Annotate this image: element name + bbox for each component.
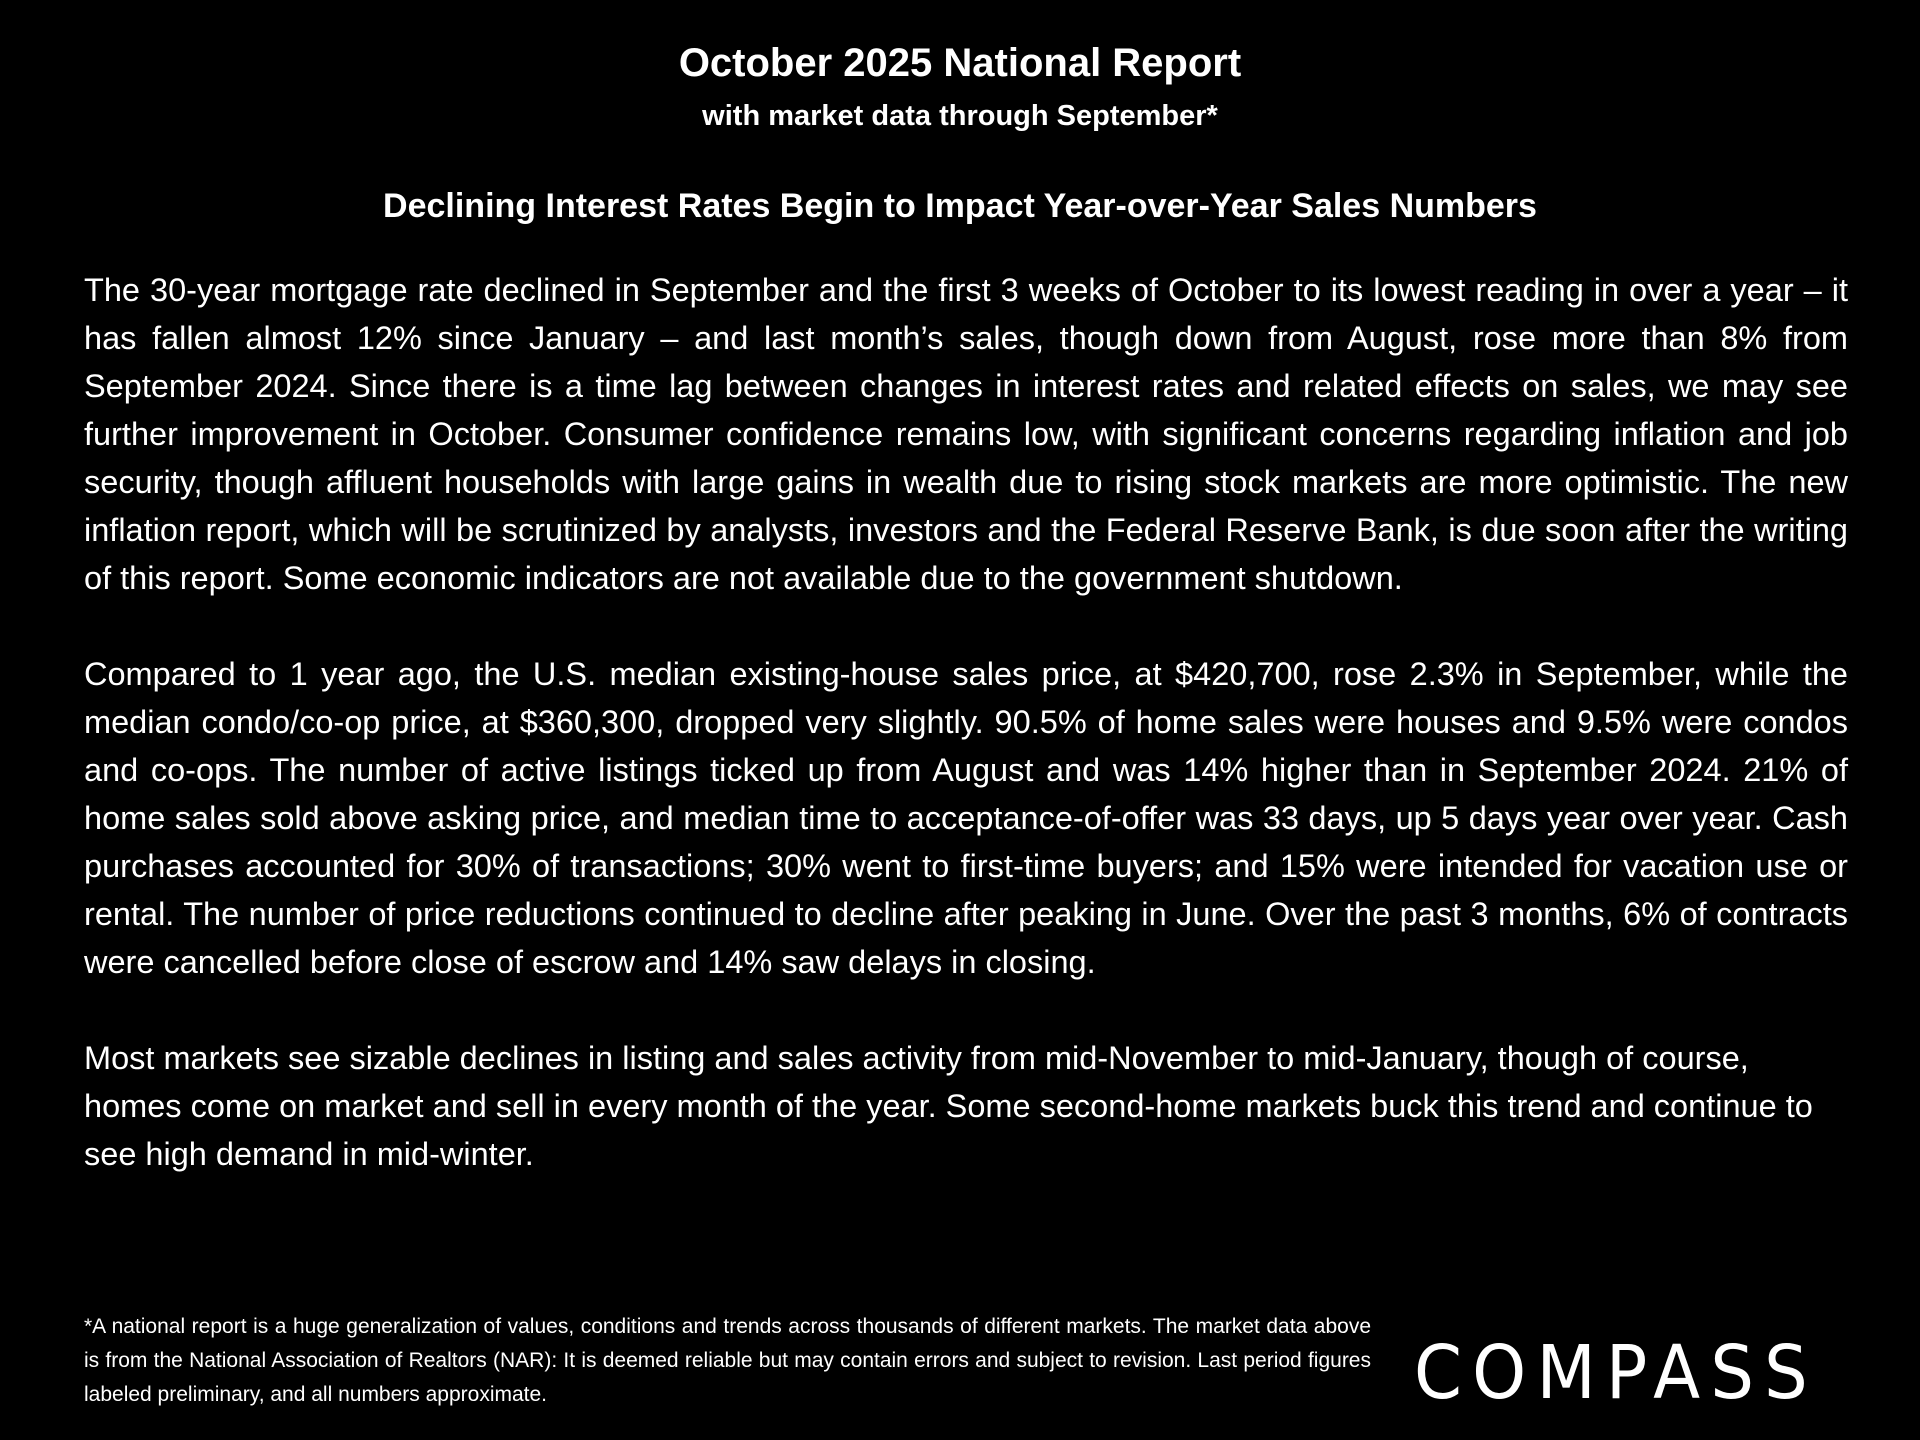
report-title: October 2025 National Report: [678, 41, 1242, 85]
footnote-disclaimer: *A national report is a huge generalization of values, conditions and trends across thousands of different markets. The market data above is from the National Association of Realtors (NAR): It is deemed reliable but may contain errors and subject to revision. Last period figures labeled preliminary, and all numbers approximate.: [84, 1315, 1371, 1406]
report-subtitle: with market data through September*: [702, 100, 1218, 132]
compass-logo-text: COMPASS: [1414, 1330, 1818, 1416]
paragraph-interest-rates: The 30-year mortgage rate declined in September and the first 3 weeks of October to its lowest reading in over a year – it has fallen almost 12% since January – and last month’s sales, though down from August, rose more than 8% from September 2024. Since there is a time lag between changes in interest rates and related effects on sales, we may see further improvement in October. Consumer confidence remains low, with significant concerns regarding inflation and job security, though affluent households with large gains in wealth due to rising stock markets are more optimistic. The new inflation report, which will be scrutinized by analysts, investors and the Federal Reserve Bank, is due soon after the writing of this report. Some economic indicators are not available due to the government shutdown.: [84, 272, 1848, 596]
compass-logo: [1414, 1326, 1820, 1416]
paragraph-seasonal-trends: Most markets see sizable declines in listing and sales activity from mid-November to mid-January, though of course, homes come on market and sell in every month of the year. Some second-home markets buck this trend and continue to see high demand in mid-winter.: [84, 1040, 1813, 1172]
paragraph-market-stats: Compared to 1 year ago, the U.S. median existing-house sales price, at $420,700, rose 2.3% in September, while the median condo/co-op price, at $360,300, dropped very slightly. 90.5% of home sales were houses and 9.5% were condos and co-ops. The number of active listings ticked up from August and was 14% higher than in September 2024. 21% of home sales sold above asking price, and median time to acceptance-of-offer was 33 days, up 5 days year over year. Cash purchases accounted for 30% of transactions; 30% went to first-time buyers; and 15% were intended for vacation use or rental. The number of price reductions continued to decline after peaking in June. Over the past 3 months, 6% of contracts were cancelled before close of escrow and 14% saw delays in closing.: [84, 656, 1848, 980]
compass-logo-icon: [1414, 1326, 1820, 1416]
report-headline: Declining Interest Rates Begin to Impact Year-over-Year Sales Numbers: [383, 187, 1537, 225]
report-body: [84, 266, 1848, 1178]
